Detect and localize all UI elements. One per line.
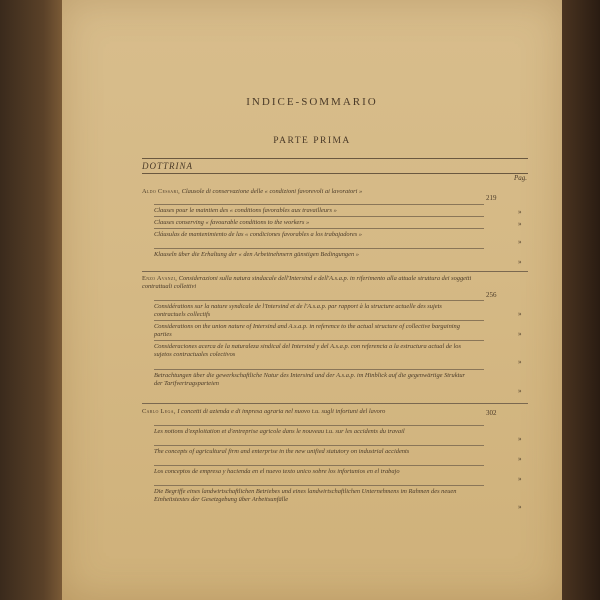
entry-author: Enzo Avanzi, bbox=[142, 275, 178, 282]
entry-divider bbox=[154, 485, 484, 486]
translation-line: Cláusulas de mantenimiento de las « condiciones favorables a los trabajadores » bbox=[154, 231, 362, 238]
section-heading: DOTTRINA bbox=[142, 161, 194, 171]
ditto-mark: » bbox=[518, 208, 522, 216]
entry-divider bbox=[154, 216, 484, 217]
entry-divider bbox=[154, 465, 484, 466]
book-spine-shadow bbox=[0, 0, 62, 600]
entry-divider bbox=[154, 248, 484, 249]
ditto-mark: » bbox=[518, 435, 522, 443]
translation-line: The concepts of agricultural firm and enterprise in the new unified statutory on industrial accidents bbox=[154, 448, 410, 455]
ditto-mark: » bbox=[518, 358, 522, 366]
ditto-mark: » bbox=[518, 220, 522, 228]
translation-line: Les notions d'exploitation et d'entreprise agricole dans le nouveau t.u. sur les accidents du travail bbox=[154, 428, 405, 435]
section-rule-top bbox=[142, 158, 528, 159]
ditto-mark: » bbox=[518, 503, 522, 511]
entry-divider bbox=[154, 425, 484, 426]
ditto-mark: » bbox=[518, 455, 522, 463]
page-title: INDICE-SOMMARIO bbox=[246, 96, 378, 108]
entry-divider bbox=[154, 300, 484, 301]
ditto-mark: » bbox=[518, 238, 522, 246]
entry-divider bbox=[154, 228, 484, 229]
translation-line: Considérations sur la nature syndicale de l'Intersind et de l'A.s.a.p. par rapport à la structure actuelle des sujets contractuels collectifs bbox=[154, 303, 442, 319]
entry-author: Aldo Cessari, bbox=[142, 188, 180, 195]
page-column-label: Pag. bbox=[514, 174, 528, 182]
toc-entry bbox=[142, 408, 482, 416]
entry-title: I concetti di azienda e di impresa agraria nel nuovo t.u. sugli infortuni del lavoro bbox=[177, 408, 386, 415]
entry-divider bbox=[154, 204, 484, 205]
entry-separator bbox=[142, 271, 528, 272]
part-heading: PARTE PRIMA bbox=[273, 136, 351, 146]
entry-title: Considerazioni sulla natura sindacale dell'Intersind e dell'A.s.a.p. in riferimento alla attuale struttura dei soggetti contrattuali collettivi bbox=[142, 275, 472, 291]
ditto-mark: » bbox=[518, 330, 522, 338]
entry-page-number: 302 bbox=[486, 409, 497, 417]
entry-divider bbox=[154, 320, 484, 321]
toc-entry bbox=[142, 275, 482, 291]
book-page bbox=[62, 0, 562, 600]
entry-author: Carlo Lega, bbox=[142, 408, 176, 415]
ditto-mark: » bbox=[518, 387, 522, 395]
ditto-mark: » bbox=[518, 310, 522, 318]
translation-line: Die Begriffe eines landwirtschaftlichen Betriebes und eines landwirtschaftlichen Unternehmens im Rahmen des neuen Einheitstextes der Gesetzgebung über Arbeitsunfälle bbox=[154, 488, 457, 504]
entry-page-number: 256 bbox=[486, 291, 497, 299]
entry-title: Clausole di conservazione delle « condizioni favorevoli ai lavoratori » bbox=[181, 188, 363, 195]
ditto-mark: » bbox=[518, 475, 522, 483]
translation-line: Klauseln über die Erhaltung der « den Arbeitnehmern günstigen Bedingungen » bbox=[154, 251, 359, 258]
translation-line: Considerations on the union nature of Intersind and A.s.a.p. in reference to the actual structure of collective bargaining parties bbox=[154, 323, 460, 339]
entry-divider bbox=[154, 369, 484, 370]
translation-line: Betrachtungen über die gewerkschaftliche Natur des Intersind und der A.s.a.p. im Hinblick auf die gegenwärtige Struktur der Tarifvertragsparteien bbox=[154, 372, 466, 388]
translation-line: Consideraciones acerca de la naturaleza sindical del Intersind y del A.s.a.p. con referencia a la estructura actual de los sujetos contractuales colectivos bbox=[154, 343, 461, 359]
translation-line: Los conceptos de empresa y hacienda en el nuevo texto unico sobre los infortunios en el trabajo bbox=[154, 468, 400, 475]
entry-divider bbox=[154, 340, 484, 341]
ditto-mark: » bbox=[518, 258, 522, 266]
entry-divider bbox=[154, 445, 484, 446]
translation-line: Clauses pour le maintien des « conditions favorables aux travailleurs » bbox=[154, 207, 337, 214]
book-edge-shadow bbox=[562, 0, 600, 600]
translation-line: Clauses conserving « favourable conditions to the workers » bbox=[154, 219, 310, 226]
toc-entry bbox=[142, 188, 482, 196]
entry-separator bbox=[142, 403, 528, 404]
entry-page-number: 219 bbox=[486, 194, 497, 202]
section-rule-bottom bbox=[142, 173, 528, 174]
